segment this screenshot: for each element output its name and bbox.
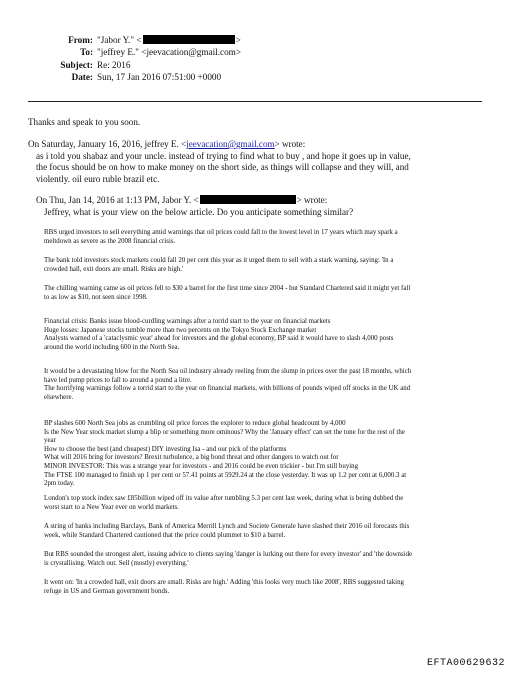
article-line: The FTSE 100 managed to finish up 1 per cent or 57.41 points at 5929.24 at the close yesterday. It was up 1.2 per cent at 6,000.3 at <box>44 471 407 479</box>
quote1-line: as i told you shabaz and your uncle. instead of trying to find what to buy , and hope it goes up in value, <box>36 150 411 161</box>
article-line: Financial crisis: Banks issue blood-curdling warnings after a torrid start to the year on financial markets <box>44 318 331 325</box>
email-header <box>40 34 241 84</box>
quote1-line: the focus should be on how to make money on the short side, as things will collapse and they will, and <box>36 162 409 172</box>
article-paragraph <box>44 420 406 489</box>
article-line: Huge losses: Japanese stocks tumble more than two percents on the Tokyo Stock Exchange market <box>44 326 317 334</box>
article-line: A string of banks including Barclays, Bank of America Merrill Lynch and Societe Generale have slashed their 2016 oil forecasts this <box>44 523 410 530</box>
article-line: meltdown as severe as the 2008 financial crisis. <box>44 237 176 245</box>
article-line: The horrifying warnings follow a torrid start to the year on financial markets, with billions of pounds wiped off stocks in the UK and <box>44 385 411 393</box>
date-label: Date: <box>71 72 93 83</box>
subject-label: Subject: <box>60 59 93 70</box>
article-paragraph <box>44 318 393 352</box>
article-line: It went on: 'In a crowded hall, exit doors are small. Risks are high.' Adding 'this looks very much like 2008', RBS suggested taking <box>44 579 404 586</box>
article-line: is crystallising. Watch out. Sell (mostly) everything.' <box>44 559 189 567</box>
article-paragraph <box>44 257 393 274</box>
article-paragraph <box>44 368 411 402</box>
quote1-line: violently. oil euro ruble brazil etc. <box>36 173 160 184</box>
redaction-bar <box>143 35 235 44</box>
quote2-intro-prefix: On Thu, Jan 14, 2016 at 1:13 PM, Jabor Y. < <box>36 195 199 205</box>
article-line: RBS urged investors to sell everything amid warnings that oil prices could fall to the lowest level in 17 years which may spark a <box>44 229 398 236</box>
article-line: It would be a devastating blow for the North Sea oil industry already reeling from the slump in prices over the past 18 months, which <box>44 368 412 375</box>
article-line: year <box>44 437 56 445</box>
quote1-intro-suffix: > wrote: <box>274 139 306 149</box>
article-line: have led pump prices to fall to around a pound a litre. <box>44 376 192 384</box>
date-value: Sun, 17 Jan 2016 07:51:00 +0000 <box>97 72 222 83</box>
from-name: "Jabor Y." < <box>97 35 142 45</box>
email-link[interactable]: jeevacation@gmail.com <box>186 139 275 149</box>
quote2-intro-suffix: > wrote: <box>296 195 328 205</box>
date-row <box>40 71 241 83</box>
header-divider <box>28 101 482 102</box>
redaction-bar <box>200 195 296 204</box>
quote2-intro <box>36 195 327 206</box>
from-row <box>40 34 241 46</box>
to-row <box>40 46 241 58</box>
article-paragraph <box>44 551 412 568</box>
document-id: EFTA00629632 <box>426 658 505 669</box>
subject-value: Re: 2016 <box>97 59 131 70</box>
article-line: How to choose the best (and cheapest) DIY investing Isa - and our pick of the platforms <box>44 445 287 453</box>
article-line: week, while Standard Chartered cautioned that the price could plummet to $10 a barrel. <box>44 531 286 539</box>
article-paragraph <box>44 285 410 302</box>
article-paragraph <box>44 229 398 246</box>
article-line: The bank told investors stock markets could fall 20 per cent this year as it urged them to sell with a stark warning, saying: 'In a <box>44 257 394 264</box>
article-line: crowded hall, exit doors are small. Risks are high.' <box>44 265 184 273</box>
quote1-intro <box>28 139 305 150</box>
from-suffix: > <box>235 35 241 45</box>
from-value <box>97 34 241 46</box>
from-label: From: <box>68 35 93 45</box>
article-line: refuge in US and German government bonds. <box>44 587 170 595</box>
article-line: But RBS sounded the strongest alert, issuing advice to clients saying 'danger is lurking out there for every investor' and 'the downside <box>44 551 413 558</box>
article-line: MINOR INVESTOR: This was a strange year for investors - and 2016 could be even trickier - but I'm still buying <box>44 462 359 470</box>
article-paragraph <box>44 523 409 540</box>
article-paragraph <box>44 579 404 596</box>
article-line: Analysts warned of a 'cataclysmic year' ahead for investors and the global economy, BP said it would have to slash 4,000 posts <box>44 335 394 343</box>
subject-row <box>40 59 241 71</box>
article-line: BP slashes 600 North Sea jobs as crumbling oil price forces the explorer to reduce global headcount by 4,000 <box>44 420 346 427</box>
article-line: to as low as $10, not seen since 1998. <box>44 293 148 301</box>
to-label: To: <box>80 47 93 58</box>
reply-text: Thanks and speak to you soon. <box>28 117 141 127</box>
article-line: elsewhere. <box>44 393 74 401</box>
article-line: Is the New Year stock market slump a blip or something more ominous? Why the 'January effect' can set the tone for the rest of the <box>44 428 405 436</box>
article-line: 2pm today. <box>44 480 75 488</box>
quote2-question: Jeffrey, what is your view on the below article. Do you anticipate something similar? <box>44 206 354 217</box>
article-line: worst start to a New Year ever on world markets. <box>44 503 179 511</box>
article-paragraph <box>44 495 403 512</box>
to-value: "jeffrey E." <jeevacation@gmail.com> <box>97 47 242 58</box>
article-line: around the world including 600 in the North Sea. <box>44 343 180 351</box>
article-line: The chilling warning came as oil prices fell to $30 a barrel for the first time since 2004 - but Standard Chartered said it might yet fall <box>44 285 411 292</box>
article-line: London's top stock index saw £85billion wiped off its value after tumbling 5.3 per cent last week, during what is being dubbed the <box>44 495 404 502</box>
article-line: What will 2016 bring for investors? Brexit turbulence, a big bond threat and other dangers to watch out for <box>44 454 339 462</box>
quote1-intro-prefix: On Saturday, January 16, 2016, jeffrey E. < <box>28 139 187 149</box>
